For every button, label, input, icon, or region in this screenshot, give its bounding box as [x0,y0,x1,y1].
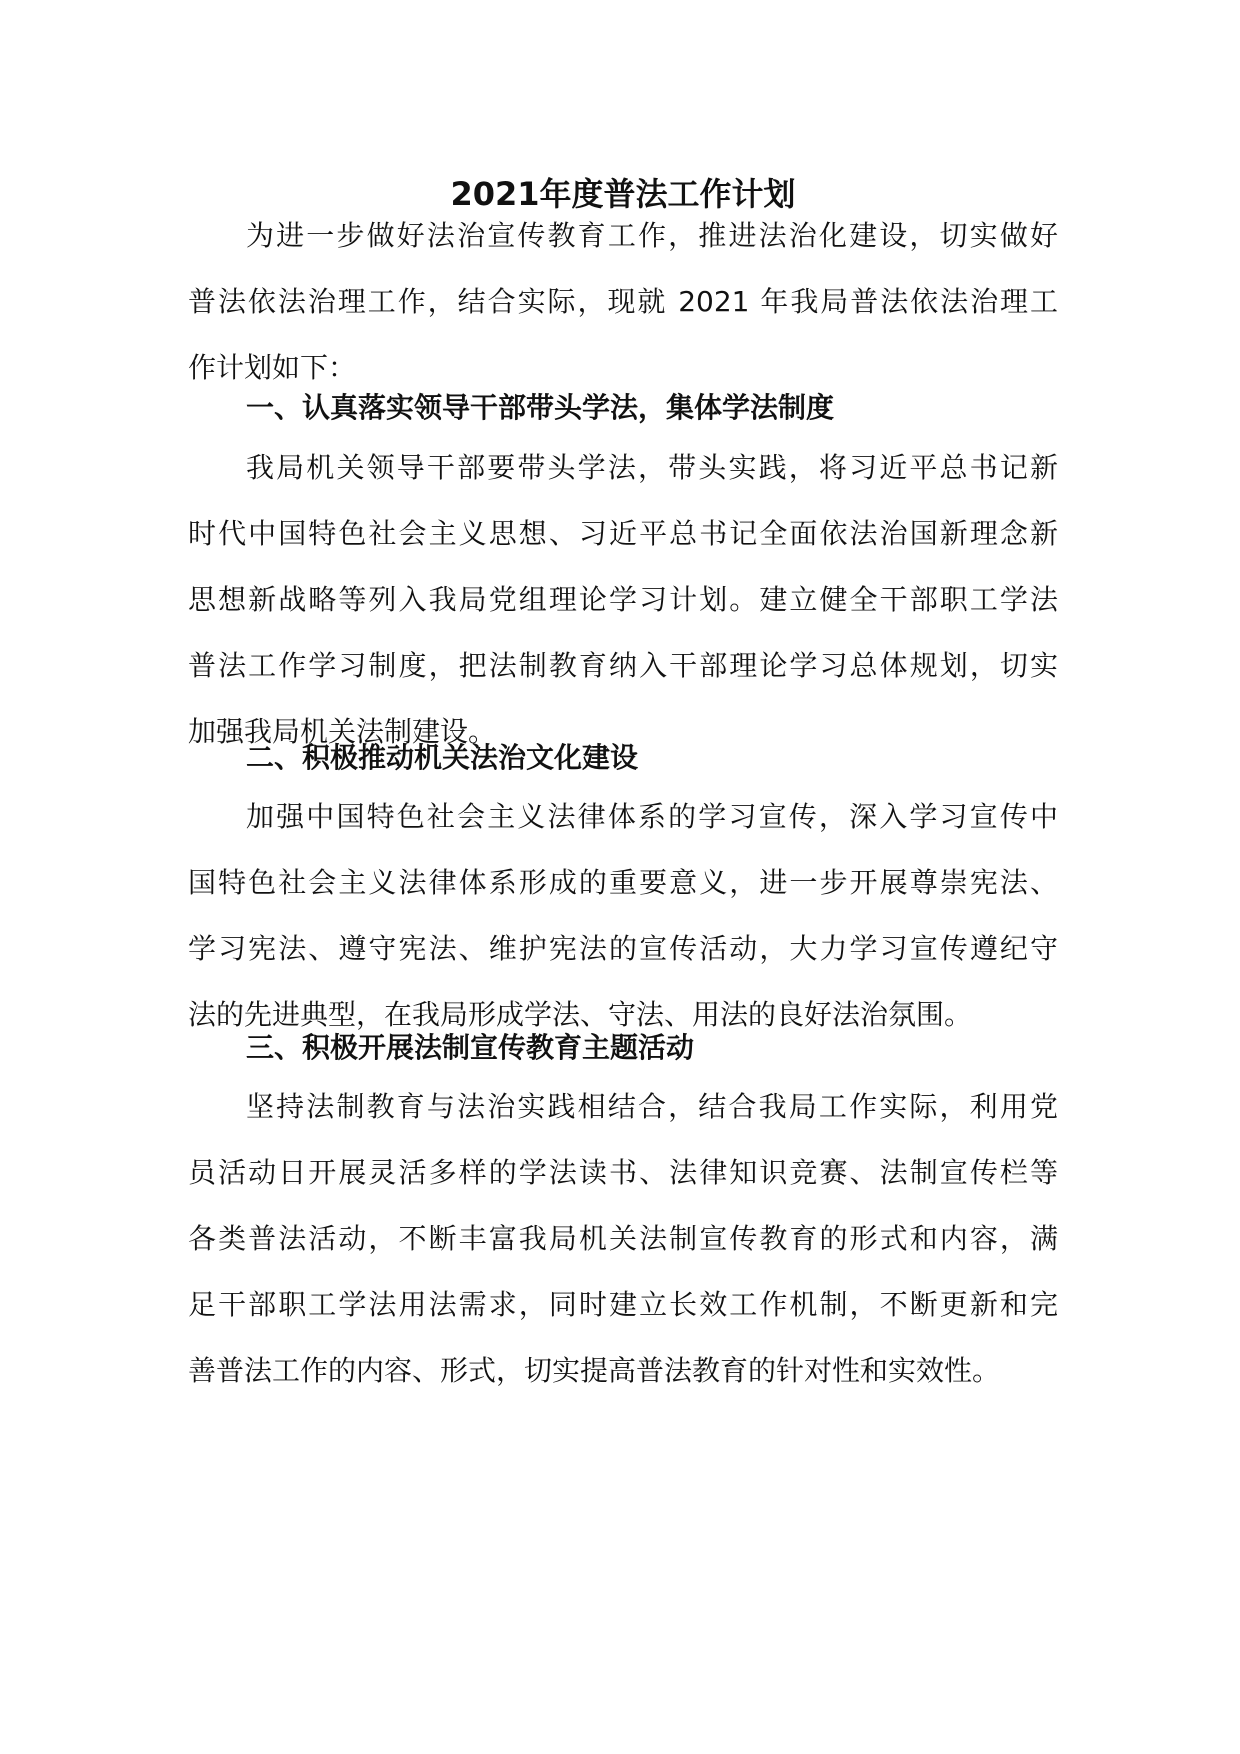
section-1-paragraph [188,435,1058,765]
intro-line-2: 普法依法治理工作，结合实际，现就 2021 年我局普法依法治理工 [188,285,1058,318]
section-2-line-1: 加强中国特色社会主义法律体系的学习宣传，深入学习宣传中 [246,800,1058,833]
section-1-line-4: 普法工作学习制度，把法制教育纳入干部理论学习总体规划，切实 [188,649,1058,682]
section-1-heading: 一、认真落实领导干部带头学法，集体学法制度 [246,391,835,424]
section-2-heading: 二、积极推动机关法治文化建设 [246,741,639,774]
section-3-line-4: 足干部职工学法用法需求，同时建立长效工作机制，不断更新和完 [188,1288,1058,1321]
section-1-line-2: 时代中国特色社会主义思想、习近平总书记全面依法治国新理念新 [188,517,1058,550]
document-title: 2021年度普法工作计划 [450,175,796,213]
section-2-line-2: 国特色社会主义法律体系形成的重要意义，进一步开展尊崇宪法、 [188,866,1058,899]
section-3-heading: 三、积极开展法制宣传教育主题活动 [246,1031,695,1064]
section-1-line-3: 思想新战略等列入我局党组理论学习计划。建立健全干部职工学法 [188,583,1058,616]
section-1-line-5: 加强我局机关法制建设。 [188,715,497,748]
section-3-paragraph [188,1074,1058,1404]
intro-line-3: 作计划如下： [188,351,357,384]
section-1-line-1: 我局机关领导干部要带头学法，带头实践，将习近平总书记新 [246,451,1058,484]
section-3-line-1: 坚持法制教育与法治实践相结合，结合我局工作实际，利用党 [246,1090,1058,1123]
section-2-paragraph [188,784,1058,1048]
section-3-line-3: 各类普法活动，不断丰富我局机关法制宣传教育的形式和内容，满 [188,1222,1058,1255]
section-3-line-5: 善普法工作的内容、形式，切实提高普法教育的针对性和实效性。 [188,1354,1001,1387]
section-2-line-4: 法的先进典型，在我局形成学法、守法、用法的良好法治氛围。 [188,998,973,1031]
intro-line-1: 为进一步做好法治宣传教育工作，推进法治化建设，切实做好 [246,219,1058,252]
section-2-line-3: 学习宪法、遵守宪法、维护宪法的宣传活动，大力学习宣传遵纪守 [188,932,1058,965]
section-3-line-2: 员活动日开展灵活多样的学法读书、法律知识竞赛、法制宣传栏等 [188,1156,1058,1189]
intro-paragraph [188,203,1058,401]
